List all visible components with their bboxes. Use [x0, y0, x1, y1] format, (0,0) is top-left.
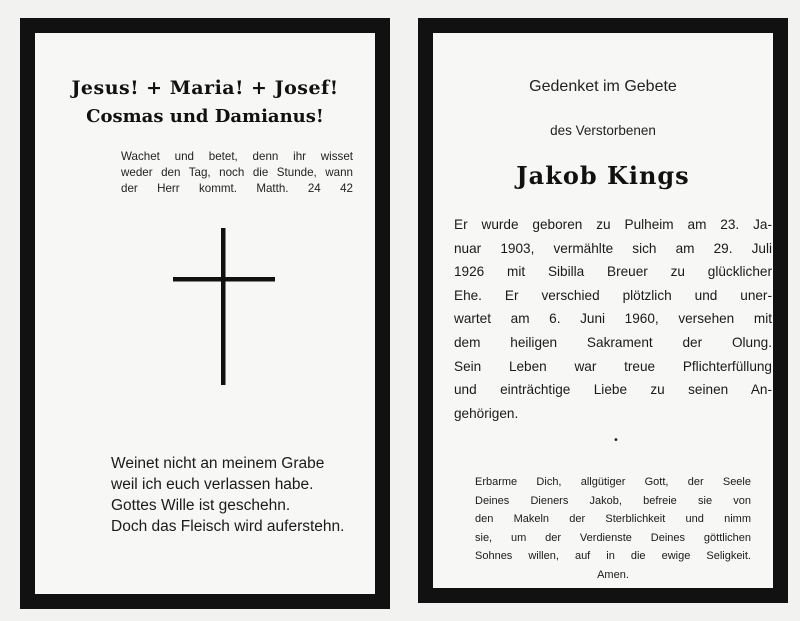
biography-line: 1926 mit Sibilla Breuer zu glücklicher	[454, 264, 772, 280]
verse-reference: Matth. 24 42	[256, 182, 353, 195]
card-right-paper	[433, 33, 773, 588]
biography-line: gehörigen.	[454, 405, 519, 421]
prayer-line: den Makeln der Sterblichkeit und nimm	[475, 513, 751, 526]
biography-line: wartet am 6. Juni 1960, versehen mit	[454, 311, 772, 327]
saints-heading: Cosmas und Damianus!	[86, 106, 324, 127]
invocation-heading: Jesus! + Maria! + Josef!	[71, 77, 339, 99]
deceased-name: Jakob Kings	[516, 161, 690, 190]
biography-line: Ehe. Er verschied plötzlich und uner-	[454, 287, 772, 303]
verse-line-last	[121, 181, 353, 197]
prayer-line: Erbarme Dich, allgütiger Gott, der Seele	[475, 476, 751, 488]
verse-line: Wachet und betet, denn ihr wisset	[121, 150, 353, 163]
biography-line: Er wurde geboren zu Pulheim am 23. Ja-	[454, 217, 772, 232]
deceased-subheading: des Verstorbenen	[550, 123, 656, 138]
memorial-card-right	[418, 18, 788, 603]
poem	[111, 453, 344, 537]
poem-line: Weinet nicht an meinem Grabe	[111, 455, 325, 472]
prayer-line: Sohnes willen, auf in die ewige Seligkeit.	[475, 550, 751, 563]
separator-dot: •	[613, 435, 619, 446]
prayer-amen: Amen.	[597, 568, 629, 581]
prayer-line: sie, um der Verdienste Deines göttlichen	[475, 531, 751, 544]
latin-cross-icon	[173, 228, 277, 388]
prayer-line: Deines Dieners Jakob, befreie sie von	[475, 494, 751, 507]
remember-heading: Gedenket im Gebete	[529, 78, 677, 95]
prayer	[475, 473, 751, 585]
poem-line: Gottes Wille ist geschehn.	[111, 497, 291, 514]
poem-line: weil ich euch verlassen habe.	[111, 476, 314, 493]
bible-verse	[121, 149, 353, 197]
card-left-paper	[35, 33, 375, 594]
verse-line: weder den Tag, noch die Stunde, wann	[121, 166, 353, 179]
verse-line-text: der Herr kommt.	[121, 182, 237, 195]
biography	[454, 213, 772, 425]
biography-line: und einträchtige Liebe zu seinen An-	[454, 382, 772, 398]
memorial-card-left	[20, 18, 390, 609]
poem-line: Doch das Fleisch wird auferstehn.	[111, 518, 345, 535]
biography-line: Sein Leben war treue Pflichterfüllung	[454, 358, 772, 374]
biography-line: nuar 1903, vermählte sich am 29. Juli	[454, 240, 772, 256]
biography-line: dem heiligen Sakrament der Olung.	[454, 334, 772, 350]
